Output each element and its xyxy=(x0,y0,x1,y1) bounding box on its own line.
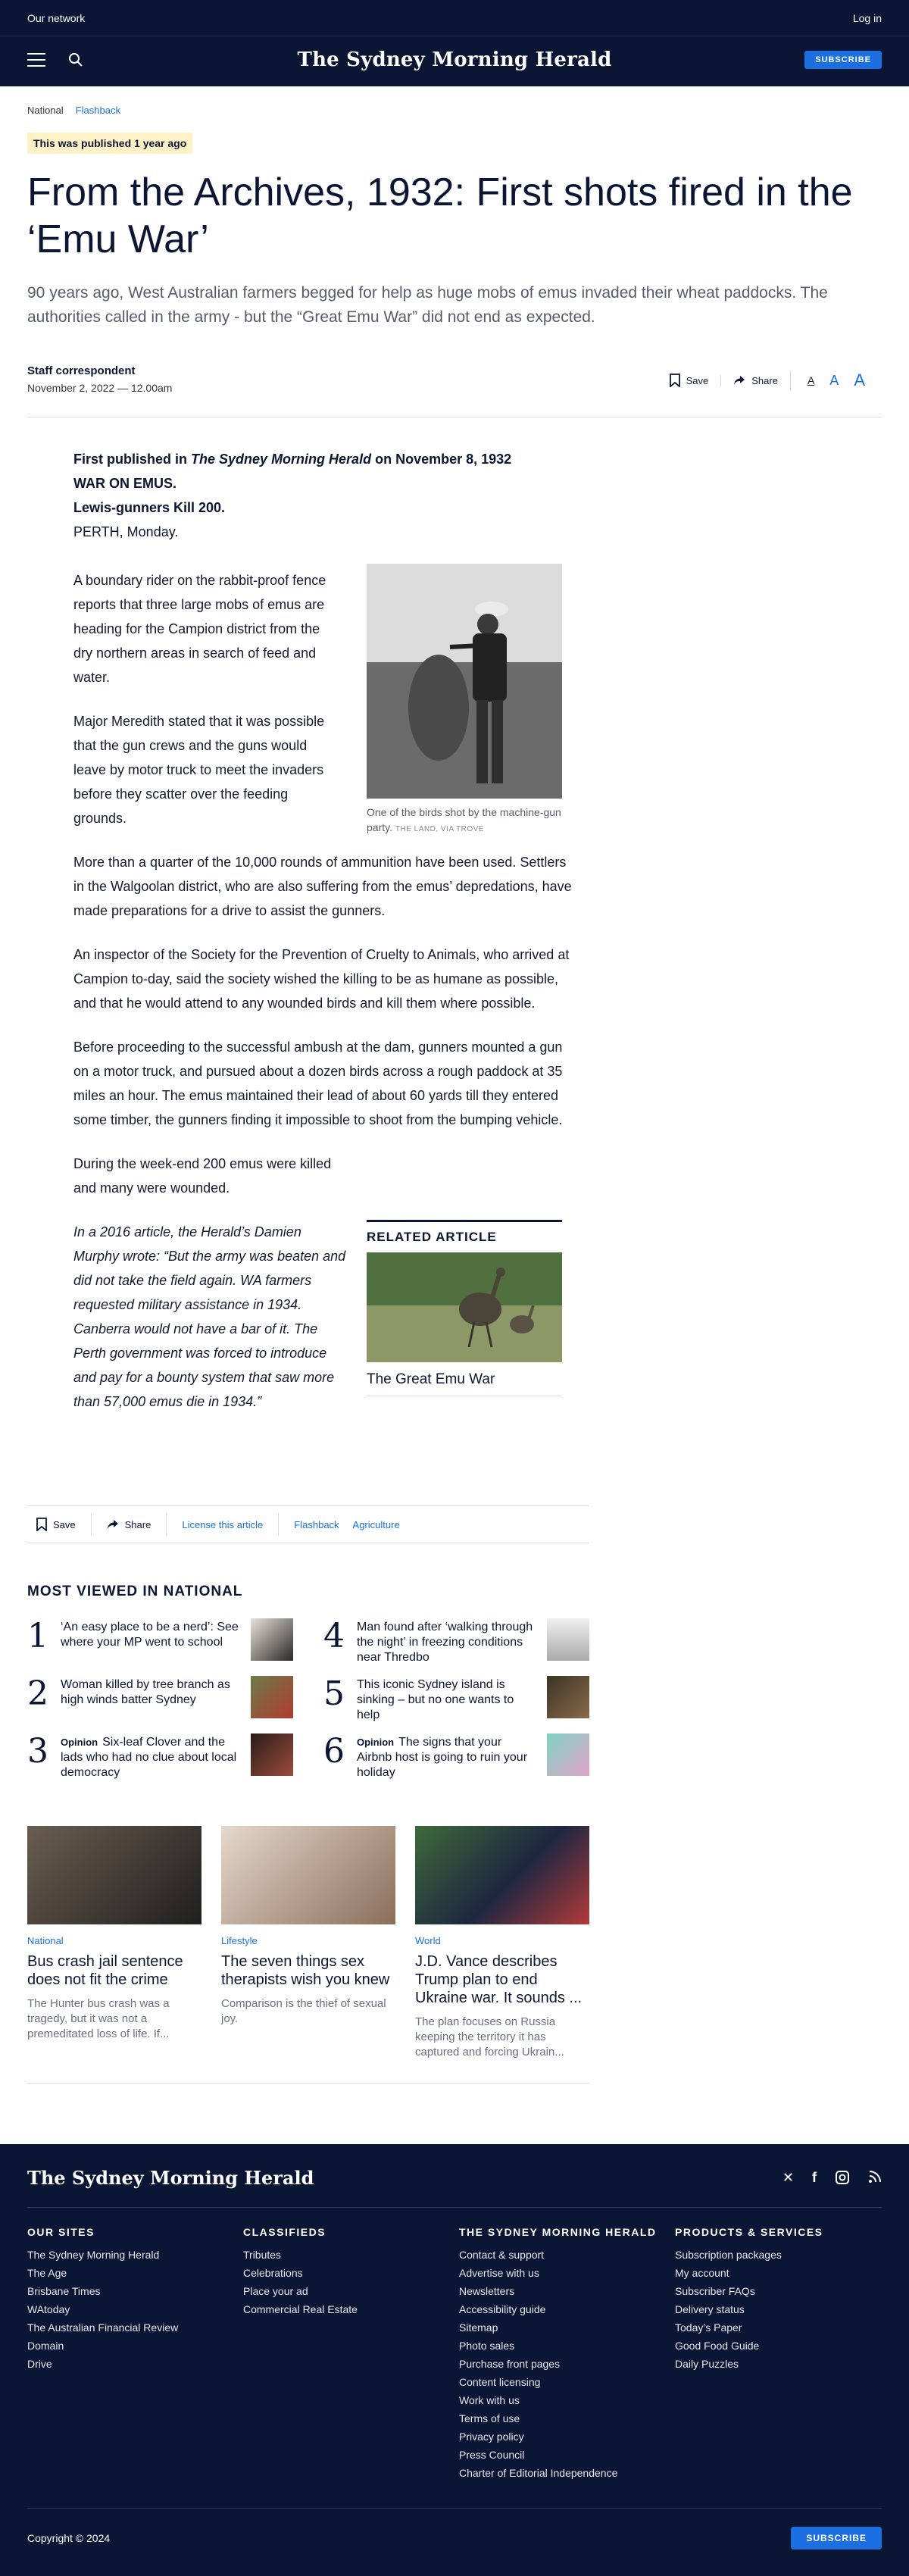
footer-subscribe-button[interactable]: SUBSCRIBE xyxy=(791,2527,882,2549)
footer-link[interactable]: Purchase front pages xyxy=(459,2358,561,2370)
footer-link[interactable]: Photo sales xyxy=(459,2340,515,2352)
footer-link[interactable]: Work with us xyxy=(459,2394,520,2406)
most-viewed-title[interactable]: ‘An easy place to be a nerd’: See where your MP went to school xyxy=(61,1621,239,1649)
story-card[interactable] xyxy=(415,1826,589,2060)
most-viewed-item[interactable] xyxy=(27,1618,293,1665)
card-category[interactable]: National xyxy=(27,1935,64,1946)
footer-link[interactable]: Sitemap xyxy=(459,2321,498,2334)
footer-heading: CLASSIFIEDS xyxy=(243,2226,326,2238)
font-size-large-button[interactable]: A xyxy=(854,370,865,389)
save-label: Save xyxy=(53,1518,76,1530)
footer-link[interactable]: Subscriber FAQs xyxy=(675,2285,755,2297)
rank-number: 4 xyxy=(323,1617,345,1655)
kicker-headline: WAR ON EMUS. xyxy=(73,476,177,491)
photo-caption xyxy=(367,805,562,837)
save-label: Save xyxy=(686,374,709,386)
tag-flashback[interactable]: Flashback xyxy=(294,1518,339,1530)
caption-text: One of the birds shot by the machine-gun party. xyxy=(367,806,561,833)
footer-logo[interactable]: The Sydney Morning Herald xyxy=(27,2167,314,2189)
most-viewed-title-text: The signs that your Airbnb host is going to ruin your holiday xyxy=(357,1736,528,1779)
footer-link[interactable]: WAtoday xyxy=(27,2303,70,2315)
footer-link[interactable]: Advertise with us xyxy=(459,2267,539,2279)
copyright: Copyright © 2024 xyxy=(27,2532,111,2544)
share-label: Share xyxy=(751,374,778,386)
login-link[interactable]: Log in xyxy=(852,11,882,24)
share-icon xyxy=(107,1519,119,1530)
paragraph: More than a quarter of the 10,000 rounds of ammunition have been used. Settlers in the Walgoolan district, who are also suffering from the emus’ depredations, have made preparations for a drive to assist the gunners. xyxy=(73,855,572,918)
top-bar xyxy=(0,0,909,36)
first-published-line xyxy=(73,447,589,471)
instagram-icon[interactable] xyxy=(835,2170,850,2185)
rank-number: 5 xyxy=(323,1674,345,1713)
dateline: PERTH, Monday. xyxy=(73,524,179,539)
card-category[interactable]: Lifestyle xyxy=(221,1935,258,1946)
footer-link[interactable]: Tributes xyxy=(243,2249,282,2261)
most-viewed-item[interactable] xyxy=(323,1618,589,1665)
breadcrumb xyxy=(27,105,882,116)
thumbnail[interactable] xyxy=(547,1733,589,1776)
story-card[interactable] xyxy=(27,1826,201,2060)
card-title[interactable]: J.D. Vance describes Trump plan to end Ukraine war. It sounds ... xyxy=(415,1953,583,2006)
paragraph: A boundary rider on the rabbit-proof fence reports that three large mobs of emus are heading for the Campion district from the dry northern areas in search of feed and water. xyxy=(73,573,326,685)
most-viewed-heading: MOST VIEWED IN NATIONAL xyxy=(27,1583,243,1599)
footer-link[interactable]: Delivery status xyxy=(675,2303,745,2315)
footer-link[interactable]: Daily Puzzles xyxy=(675,2358,739,2370)
search-icon[interactable] xyxy=(68,52,83,67)
quote-paragraph: In a 2016 article, the Herald’s Damien Murphy wrote: “But the army was beaten and did not take the field again. WA farmers requested military assistance in 1934. Canberra would not have a bar of it. The Perth government was forced to introduce and pay for a bounty system that saw more than 57,000 emus die in 1934.” xyxy=(73,1224,346,1409)
share-bar xyxy=(27,1505,589,1543)
most-viewed-item[interactable] xyxy=(323,1676,589,1723)
footer-link[interactable]: Celebrations xyxy=(243,2267,303,2279)
paragraph: During the week-end 200 emus were killed and many were wounded. xyxy=(73,1156,332,1196)
footer-col-classifieds xyxy=(243,2226,459,2482)
most-viewed-title[interactable] xyxy=(357,1733,538,1780)
article-figure xyxy=(367,564,562,837)
font-size-medium-button[interactable]: A xyxy=(829,372,839,388)
footer-heading: THE SYDNEY MORNING HERALD xyxy=(459,2226,657,2238)
footer-link[interactable]: Accessibility guide xyxy=(459,2303,546,2315)
most-viewed-item[interactable] xyxy=(323,1733,589,1780)
first-published-publication: The Sydney Morning Herald xyxy=(191,452,372,467)
footer-link[interactable]: Domain xyxy=(27,2340,64,2352)
story-card[interactable] xyxy=(221,1826,395,2060)
most-viewed-title[interactable] xyxy=(61,1733,242,1780)
footer-link[interactable]: Brisbane Times xyxy=(27,2285,101,2297)
thumbnail[interactable] xyxy=(251,1618,293,1661)
share-button[interactable] xyxy=(720,375,790,386)
opinion-label: Opinion xyxy=(61,1737,98,1748)
card-description: The plan focuses on Russia keeping the territory it has captured and forcing Ukrain... xyxy=(415,2015,564,2059)
author-name: Staff correspondent xyxy=(27,364,136,377)
photo-credit: THE LAND, VIA TROVE xyxy=(395,825,484,833)
site-logo[interactable]: The Sydney Morning Herald xyxy=(297,48,612,71)
thumbnail[interactable] xyxy=(547,1618,589,1661)
page-title: From the Archives, 1932: First shots fired in the ‘Emu War’ xyxy=(27,170,853,261)
x-icon[interactable]: ✕ xyxy=(782,2170,794,2185)
share-icon xyxy=(733,375,745,386)
rank-number: 3 xyxy=(27,1732,48,1771)
most-viewed-item[interactable] xyxy=(27,1676,293,1723)
paragraph: An inspector of the Society for the Prevention of Cruelty to Animals, who arrived at Campion to-day, said the society wished the killing to be as humane as possible, and that he would attend to any wounded birds and kill them where possible. xyxy=(73,947,570,1011)
story-cards xyxy=(27,1826,589,2084)
opinion-label: Opinion xyxy=(357,1737,395,1748)
footer-link[interactable]: The Sydney Morning Herald xyxy=(27,2249,160,2261)
footer-columns xyxy=(27,2226,882,2482)
paragraph: Before proceeding to the successful ambush at the dam, gunners mounted a gun on a motor truck, and pursued about a dozen birds across a rough paddock at 35 miles an hour. The emus maintained their lead of about 60 yards till they entered some timber, the gunners finding it impossible to shoot from the bumping vehicle. xyxy=(73,1039,563,1127)
font-size-controls xyxy=(790,370,882,390)
footer-col-smh xyxy=(459,2226,675,2482)
footer-col-products xyxy=(675,2226,882,2482)
paragraph: Major Meredith stated that it was possible that the gun crews and the guns would leave by motor truck to meet the invaders before they scatter over the feeding grounds. xyxy=(73,714,325,826)
article-header xyxy=(27,105,882,417)
most-viewed-item[interactable] xyxy=(27,1733,293,1780)
our-network-link[interactable]: Our network xyxy=(27,11,86,24)
footer-link[interactable]: My account xyxy=(675,2267,729,2279)
rank-number: 1 xyxy=(27,1617,48,1655)
article-body xyxy=(73,447,589,1414)
tag-agriculture[interactable]: Agriculture xyxy=(352,1518,400,1530)
rank-number: 2 xyxy=(27,1674,48,1713)
footer-link[interactable]: Charter of Editorial Independence xyxy=(459,2467,618,2479)
most-viewed-title[interactable]: This iconic Sydney island is sinking – but no one wants to help xyxy=(357,1678,514,1721)
facebook-icon[interactable]: f xyxy=(812,2170,817,2185)
footer-link[interactable]: Content licensing xyxy=(459,2376,541,2388)
bookmark-icon xyxy=(670,374,680,387)
thumbnail[interactable] xyxy=(251,1676,293,1718)
publish-date: November 2, 2022 — 12.00am xyxy=(27,382,173,394)
footer-link[interactable]: Today’s Paper xyxy=(675,2321,742,2334)
footer-heading: OUR SITES xyxy=(27,2226,95,2238)
related-title[interactable]: The Great Emu War xyxy=(367,1371,562,1396)
footer-link[interactable]: Commercial Real Estate xyxy=(243,2303,358,2315)
most-viewed-title[interactable]: Man found after ‘walking through the night’ in freezing conditions near Thredbo xyxy=(357,1621,533,1664)
card-description: Comparison is the thief of sexual joy. xyxy=(221,1997,386,2025)
most-viewed-title[interactable]: Woman killed by tree branch as high winds batter Sydney xyxy=(61,1678,230,1706)
thumbnail[interactable] xyxy=(547,1676,589,1718)
font-size-small-button[interactable]: A xyxy=(807,374,815,386)
thumbnail[interactable] xyxy=(251,1733,293,1776)
license-link[interactable]: License this article xyxy=(167,1513,279,1536)
card-image[interactable] xyxy=(221,1826,395,1924)
footer-heading: PRODUCTS & SERVICES xyxy=(675,2226,823,2238)
most-viewed-title-text: Six-leaf Clover and the lads who had no clue about local democracy xyxy=(61,1736,237,1779)
byline-row xyxy=(27,364,882,417)
rss-icon[interactable] xyxy=(868,2170,882,2184)
footer-link[interactable]: The Australian Financial Review xyxy=(27,2321,179,2334)
related-article[interactable] xyxy=(367,1220,562,1396)
footer-col-our-sites xyxy=(27,2226,243,2482)
subscribe-button[interactable]: SUBSCRIBE xyxy=(804,51,882,69)
related-illustration xyxy=(367,1252,562,1362)
article-photo[interactable] xyxy=(367,564,562,799)
photo-illustration xyxy=(367,564,562,799)
card-description: The Hunter bus crash was a tragedy, but it was not a premeditated loss of life. If... xyxy=(27,1997,170,2040)
standfirst: 90 years ago, West Australian farmers begged for help as huge mobs of emus invaded their wheat paddocks. The authorities called in the army - but the “Great Emu War” did not end as expected. xyxy=(27,284,828,326)
footer-link[interactable]: Privacy policy xyxy=(459,2431,524,2443)
footer-link[interactable]: Drive xyxy=(27,2358,52,2370)
breadcrumb-subsection[interactable]: Flashback xyxy=(75,105,120,116)
card-title[interactable]: Bus crash jail sentence does not fit the crime xyxy=(27,1953,183,1988)
footer-link[interactable]: Good Food Guide xyxy=(675,2340,760,2352)
bookmark-icon xyxy=(36,1518,47,1531)
related-heading: RELATED ARTICLE xyxy=(367,1230,497,1244)
published-badge: This was published 1 year ago xyxy=(27,133,192,154)
card-image[interactable] xyxy=(27,1826,201,1924)
first-published-suffix: on November 8, 1932 xyxy=(375,452,512,467)
most-viewed xyxy=(27,1583,589,1780)
footer-link[interactable]: Newsletters xyxy=(459,2285,515,2297)
save-button[interactable] xyxy=(658,374,721,387)
kicker-subheadline: Lewis-gunners Kill 200. xyxy=(73,500,226,515)
footer xyxy=(0,2144,909,2576)
footer-link[interactable]: Place your ad xyxy=(243,2285,308,2297)
rank-number: 6 xyxy=(323,1732,345,1771)
footer-link[interactable]: The Age xyxy=(27,2267,67,2279)
menu-icon[interactable] xyxy=(27,53,45,67)
share-label: Share xyxy=(124,1518,152,1530)
card-category[interactable]: World xyxy=(415,1935,441,1946)
most-viewed-list xyxy=(27,1618,589,1780)
footer-link[interactable]: Press Council xyxy=(459,2449,525,2461)
masthead xyxy=(0,36,909,86)
article-tools xyxy=(658,370,882,390)
share-button[interactable] xyxy=(92,1513,167,1536)
footer-link[interactable]: Subscription packages xyxy=(675,2249,782,2261)
social-links xyxy=(782,2170,882,2186)
related-image[interactable] xyxy=(367,1252,562,1362)
first-published-prefix: First published in xyxy=(73,452,188,467)
card-title[interactable]: The seven things sex therapists wish you knew xyxy=(221,1953,390,1988)
save-button[interactable] xyxy=(27,1513,92,1536)
footer-link[interactable]: Contact & support xyxy=(459,2249,545,2261)
card-image[interactable] xyxy=(415,1826,589,1924)
breadcrumb-section[interactable]: National xyxy=(27,105,64,116)
footer-link[interactable]: Terms of use xyxy=(459,2412,520,2424)
